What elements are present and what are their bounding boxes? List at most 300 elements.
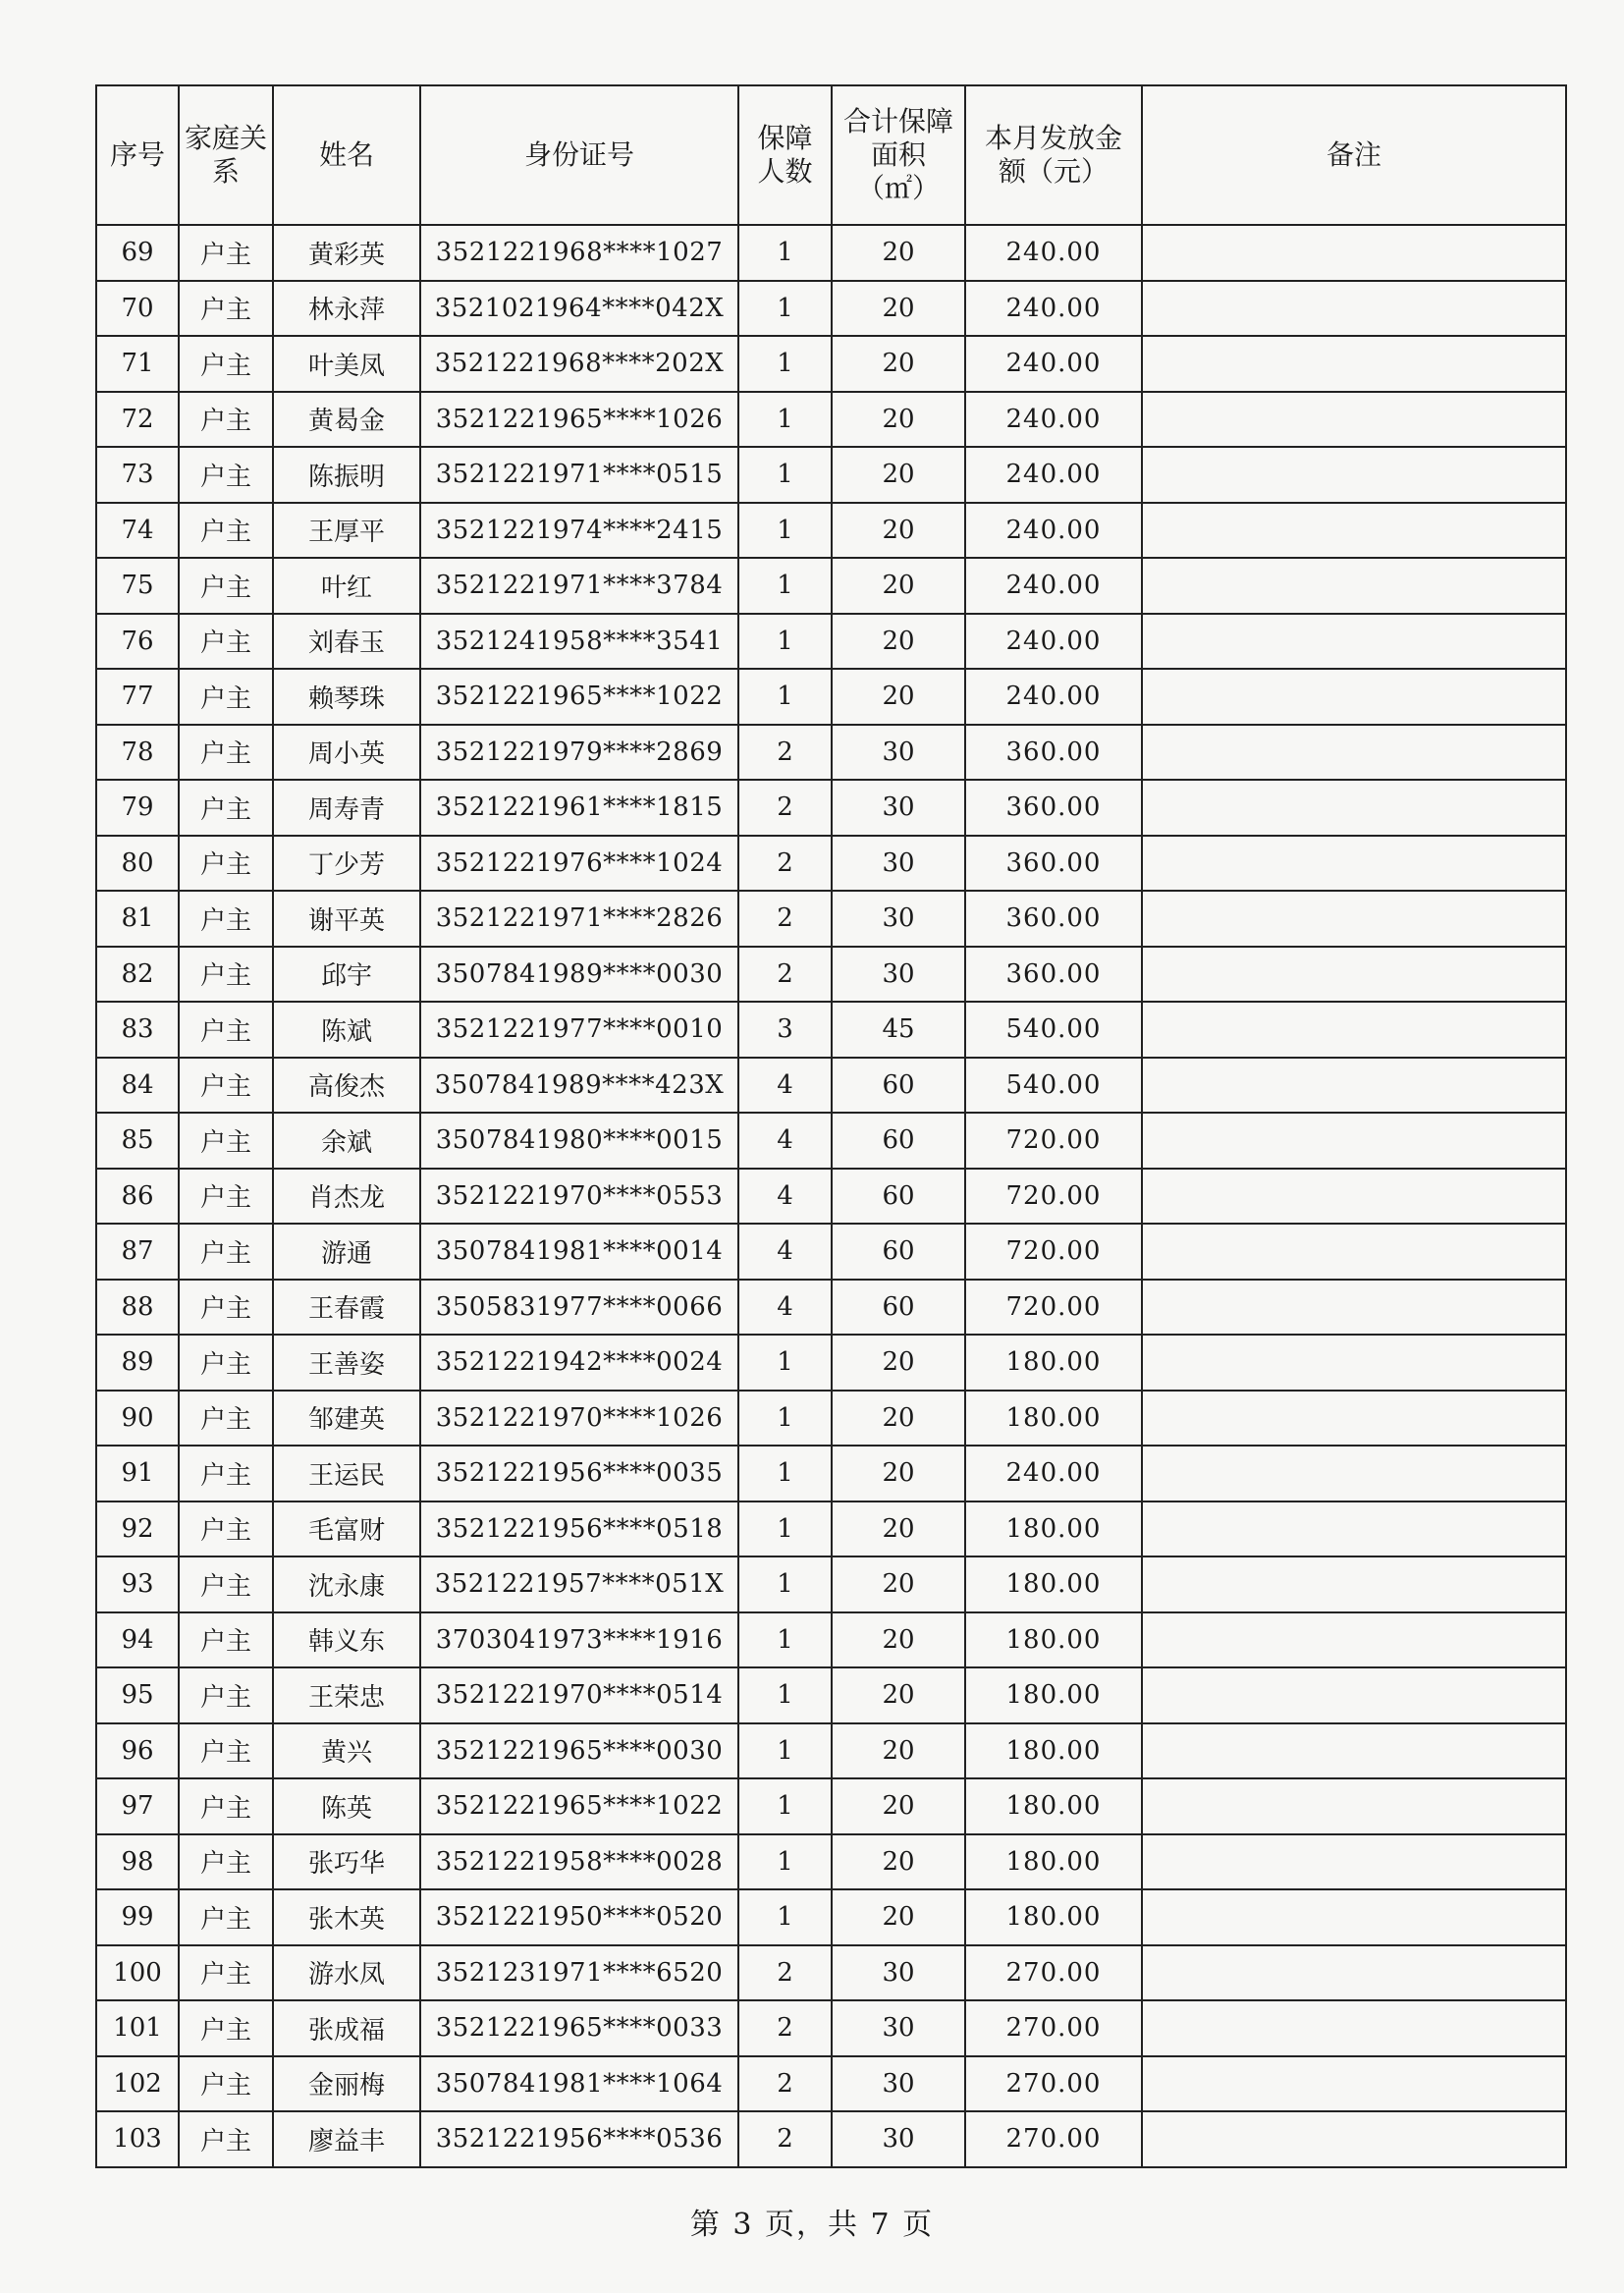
cell-amount: 720.00: [965, 1113, 1142, 1169]
cell-name: 金丽梅: [273, 2056, 420, 2112]
cell-index: 84: [96, 1058, 179, 1114]
cell-area: 45: [832, 1002, 965, 1058]
cell-id-number: 3507841989****423X: [420, 1058, 738, 1114]
cell-remarks: [1142, 780, 1566, 836]
cell-id-number: 3521221965****0033: [420, 2000, 738, 2056]
cell-area: 60: [832, 1280, 965, 1336]
table-row: [96, 558, 1566, 614]
cell-remarks: [1142, 1224, 1566, 1280]
cell-relation: 户主: [179, 392, 273, 448]
cell-id-number: 3521221958****0028: [420, 1834, 738, 1890]
table-row: [96, 392, 1566, 448]
cell-amount: 270.00: [965, 2000, 1142, 2056]
cell-remarks: [1142, 891, 1566, 947]
cell-relation: 户主: [179, 2111, 273, 2167]
cell-household-size: 4: [738, 1113, 832, 1169]
cell-id-number: 3521221956****0035: [420, 1446, 738, 1501]
cell-name: 黄兴: [273, 1723, 420, 1779]
cell-household-size: 1: [738, 669, 832, 725]
cell-area: 20: [832, 503, 965, 559]
cell-area: 20: [832, 1889, 965, 1945]
cell-id-number: 3521221965****1022: [420, 1778, 738, 1834]
cell-area: 30: [832, 891, 965, 947]
table-row: [96, 1391, 1566, 1447]
cell-household-size: 1: [738, 503, 832, 559]
cell-name: 王善姿: [273, 1335, 420, 1391]
cell-id-number: 3521221974****2415: [420, 503, 738, 559]
cell-area: 60: [832, 1224, 965, 1280]
cell-id-number: 3521221971****2826: [420, 891, 738, 947]
cell-amount: 720.00: [965, 1224, 1142, 1280]
cell-id-number: 3521221977****0010: [420, 1002, 738, 1058]
table-row: [96, 1058, 1566, 1114]
cell-relation: 户主: [179, 614, 273, 670]
cell-relation: 户主: [179, 1945, 273, 2001]
cell-name: 陈斌: [273, 1002, 420, 1058]
cell-area: 20: [832, 1391, 965, 1447]
cell-relation: 户主: [179, 1778, 273, 1834]
cell-name: 黄曷金: [273, 392, 420, 448]
cell-remarks: [1142, 1391, 1566, 1447]
cell-household-size: 4: [738, 1280, 832, 1336]
cell-relation: 户主: [179, 1113, 273, 1169]
cell-name: 王荣忠: [273, 1667, 420, 1723]
cell-name: 刘春玉: [273, 614, 420, 670]
cell-area: 20: [832, 392, 965, 448]
subsidy-roster-table: [95, 84, 1567, 2168]
cell-index: 71: [96, 336, 179, 392]
cell-index: 95: [96, 1667, 179, 1723]
cell-amount: 360.00: [965, 947, 1142, 1003]
table-row: [96, 836, 1566, 892]
cell-name: 张巧华: [273, 1834, 420, 1890]
cell-relation: 户主: [179, 1446, 273, 1501]
cell-relation: 户主: [179, 2056, 273, 2112]
header-amount: 本月发放金 额（元）: [965, 85, 1142, 225]
cell-index: 82: [96, 947, 179, 1003]
cell-name: 韩义东: [273, 1612, 420, 1668]
cell-area: 20: [832, 1834, 965, 1890]
cell-relation: 户主: [179, 1169, 273, 1225]
cell-index: 91: [96, 1446, 179, 1501]
cell-remarks: [1142, 1501, 1566, 1557]
cell-household-size: 2: [738, 891, 832, 947]
table-row: [96, 1335, 1566, 1391]
table-row: [96, 1113, 1566, 1169]
cell-remarks: [1142, 1612, 1566, 1668]
cell-household-size: 2: [738, 780, 832, 836]
cell-amount: 180.00: [965, 1667, 1142, 1723]
cell-household-size: 1: [738, 281, 832, 337]
cell-relation: 户主: [179, 1834, 273, 1890]
cell-name: 林永萍: [273, 281, 420, 337]
cell-amount: 240.00: [965, 336, 1142, 392]
header-name: 姓名: [273, 85, 420, 225]
cell-name: 王运民: [273, 1446, 420, 1501]
cell-area: 20: [832, 1612, 965, 1668]
cell-area: 20: [832, 558, 965, 614]
cell-relation: 户主: [179, 836, 273, 892]
cell-amount: 240.00: [965, 447, 1142, 503]
header-index: 序号: [96, 85, 179, 225]
cell-area: 20: [832, 1556, 965, 1612]
cell-id-number: 3521221968****1027: [420, 225, 738, 281]
cell-remarks: [1142, 392, 1566, 448]
cell-relation: 户主: [179, 1391, 273, 1447]
cell-index: 102: [96, 2056, 179, 2112]
cell-area: 20: [832, 447, 965, 503]
cell-remarks: [1142, 947, 1566, 1003]
table-row: [96, 336, 1566, 392]
cell-household-size: 1: [738, 392, 832, 448]
cell-index: 89: [96, 1335, 179, 1391]
cell-remarks: [1142, 1778, 1566, 1834]
cell-name: 黄彩英: [273, 225, 420, 281]
cell-name: 高俊杰: [273, 1058, 420, 1114]
cell-index: 100: [96, 1945, 179, 2001]
cell-remarks: [1142, 1723, 1566, 1779]
cell-index: 88: [96, 1280, 179, 1336]
cell-household-size: 1: [738, 558, 832, 614]
table-row: [96, 947, 1566, 1003]
cell-amount: 240.00: [965, 1446, 1142, 1501]
cell-household-size: 1: [738, 614, 832, 670]
table-row: [96, 2056, 1566, 2112]
cell-remarks: [1142, 1002, 1566, 1058]
cell-household-size: 1: [738, 1556, 832, 1612]
cell-name: 周寿青: [273, 780, 420, 836]
cell-household-size: 1: [738, 1834, 832, 1890]
cell-area: 30: [832, 2000, 965, 2056]
cell-remarks: [1142, 669, 1566, 725]
cell-remarks: [1142, 1280, 1566, 1336]
cell-id-number: 3521021964****042X: [420, 281, 738, 337]
cell-relation: 户主: [179, 1002, 273, 1058]
cell-amount: 180.00: [965, 1834, 1142, 1890]
cell-household-size: 2: [738, 836, 832, 892]
table-row: [96, 447, 1566, 503]
cell-household-size: 2: [738, 2000, 832, 2056]
cell-relation: 户主: [179, 1556, 273, 1612]
cell-area: 30: [832, 2056, 965, 2112]
cell-household-size: 1: [738, 1667, 832, 1723]
cell-id-number: 3505831977****0066: [420, 1280, 738, 1336]
table-row: [96, 225, 1566, 281]
cell-index: 101: [96, 2000, 179, 2056]
cell-id-number: 3521231971****6520: [420, 1945, 738, 2001]
cell-amount: 180.00: [965, 1778, 1142, 1834]
cell-name: 沈永康: [273, 1556, 420, 1612]
cell-index: 72: [96, 392, 179, 448]
cell-remarks: [1142, 2056, 1566, 2112]
cell-name: 余斌: [273, 1113, 420, 1169]
table-body: [96, 225, 1566, 2167]
cell-name: 陈振明: [273, 447, 420, 503]
cell-id-number: 3521221961****1815: [420, 780, 738, 836]
cell-remarks: [1142, 503, 1566, 559]
cell-household-size: 3: [738, 1002, 832, 1058]
cell-household-size: 2: [738, 947, 832, 1003]
cell-area: 20: [832, 669, 965, 725]
cell-index: 99: [96, 1889, 179, 1945]
cell-amount: 240.00: [965, 614, 1142, 670]
cell-name: 张木英: [273, 1889, 420, 1945]
cell-id-number: 3521221971****0515: [420, 447, 738, 503]
cell-id-number: 3521221950****0520: [420, 1889, 738, 1945]
cell-index: 69: [96, 225, 179, 281]
cell-remarks: [1142, 1446, 1566, 1501]
cell-index: 75: [96, 558, 179, 614]
cell-index: 74: [96, 503, 179, 559]
cell-id-number: 3521221968****202X: [420, 336, 738, 392]
cell-name: 王厚平: [273, 503, 420, 559]
cell-amount: 360.00: [965, 836, 1142, 892]
cell-name: 叶红: [273, 558, 420, 614]
cell-name: 廖益丰: [273, 2111, 420, 2167]
cell-household-size: 1: [738, 1723, 832, 1779]
cell-relation: 户主: [179, 1501, 273, 1557]
cell-id-number: 3521221971****3784: [420, 558, 738, 614]
cell-household-size: 1: [738, 447, 832, 503]
cell-household-size: 2: [738, 2056, 832, 2112]
cell-remarks: [1142, 225, 1566, 281]
cell-household-size: 1: [738, 225, 832, 281]
table-row: [96, 503, 1566, 559]
cell-relation: 户主: [179, 1335, 273, 1391]
cell-relation: 户主: [179, 336, 273, 392]
cell-area: 20: [832, 281, 965, 337]
cell-area: 30: [832, 947, 965, 1003]
cell-name: 游通: [273, 1224, 420, 1280]
cell-area: 20: [832, 1723, 965, 1779]
cell-amount: 240.00: [965, 281, 1142, 337]
cell-id-number: 3521241958****3541: [420, 614, 738, 670]
cell-remarks: [1142, 2111, 1566, 2167]
cell-area: 20: [832, 336, 965, 392]
cell-name: 丁少芳: [273, 836, 420, 892]
cell-id-number: 3521221970****1026: [420, 1391, 738, 1447]
cell-amount: 180.00: [965, 1556, 1142, 1612]
cell-amount: 240.00: [965, 558, 1142, 614]
table-row: [96, 1612, 1566, 1668]
cell-index: 86: [96, 1169, 179, 1225]
cell-index: 85: [96, 1113, 179, 1169]
header-remarks: 备注: [1142, 85, 1566, 225]
cell-household-size: 4: [738, 1058, 832, 1114]
cell-name: 毛富财: [273, 1501, 420, 1557]
table-row: [96, 669, 1566, 725]
cell-id-number: 3521221942****0024: [420, 1335, 738, 1391]
table-header-row: [96, 85, 1566, 225]
cell-index: 83: [96, 1002, 179, 1058]
cell-household-size: 2: [738, 2111, 832, 2167]
cell-name: 邱宇: [273, 947, 420, 1003]
cell-remarks: [1142, 1667, 1566, 1723]
cell-amount: 240.00: [965, 669, 1142, 725]
cell-relation: 户主: [179, 2000, 273, 2056]
cell-amount: 180.00: [965, 1612, 1142, 1668]
cell-amount: 360.00: [965, 725, 1142, 781]
cell-index: 73: [96, 447, 179, 503]
table-row: [96, 891, 1566, 947]
cell-area: 20: [832, 1501, 965, 1557]
cell-household-size: 1: [738, 1889, 832, 1945]
cell-name: 王春霞: [273, 1280, 420, 1336]
cell-remarks: [1142, 1335, 1566, 1391]
cell-amount: 240.00: [965, 503, 1142, 559]
table-row: [96, 614, 1566, 670]
cell-area: 20: [832, 1335, 965, 1391]
cell-amount: 270.00: [965, 1945, 1142, 2001]
cell-id-number: 3521221965****1026: [420, 392, 738, 448]
cell-amount: 240.00: [965, 225, 1142, 281]
cell-id-number: 3521221957****051X: [420, 1556, 738, 1612]
cell-name: 谢平英: [273, 891, 420, 947]
cell-remarks: [1142, 614, 1566, 670]
cell-area: 30: [832, 1945, 965, 2001]
cell-id-number: 3521221970****0514: [420, 1667, 738, 1723]
cell-remarks: [1142, 1834, 1566, 1890]
cell-relation: 户主: [179, 503, 273, 559]
cell-household-size: 1: [738, 1612, 832, 1668]
cell-id-number: 3521221956****0536: [420, 2111, 738, 2167]
cell-area: 30: [832, 780, 965, 836]
cell-id-number: 3521221965****1022: [420, 669, 738, 725]
cell-area: 60: [832, 1169, 965, 1225]
cell-remarks: [1142, 1945, 1566, 2001]
cell-relation: 户主: [179, 669, 273, 725]
cell-remarks: [1142, 558, 1566, 614]
cell-index: 79: [96, 780, 179, 836]
table-row: [96, 2111, 1566, 2167]
cell-area: 20: [832, 225, 965, 281]
cell-id-number: 3521221976****1024: [420, 836, 738, 892]
cell-relation: 户主: [179, 558, 273, 614]
cell-relation: 户主: [179, 947, 273, 1003]
cell-household-size: 2: [738, 1945, 832, 2001]
cell-index: 78: [96, 725, 179, 781]
table-row: [96, 1556, 1566, 1612]
cell-household-size: 4: [738, 1224, 832, 1280]
cell-amount: 240.00: [965, 392, 1142, 448]
cell-relation: 户主: [179, 1224, 273, 1280]
cell-remarks: [1142, 281, 1566, 337]
cell-area: 30: [832, 725, 965, 781]
cell-household-size: 1: [738, 1335, 832, 1391]
table-row: [96, 2000, 1566, 2056]
cell-id-number: 3521221979****2869: [420, 725, 738, 781]
header-relation: 家庭关 系: [179, 85, 273, 225]
cell-remarks: [1142, 447, 1566, 503]
cell-remarks: [1142, 1556, 1566, 1612]
cell-amount: 360.00: [965, 780, 1142, 836]
cell-amount: 270.00: [965, 2111, 1142, 2167]
cell-relation: 户主: [179, 891, 273, 947]
cell-household-size: 1: [738, 1391, 832, 1447]
cell-id-number: 3507841981****0014: [420, 1224, 738, 1280]
cell-area: 20: [832, 1667, 965, 1723]
cell-name: 张成福: [273, 2000, 420, 2056]
cell-id-number: 3703041973****1916: [420, 1612, 738, 1668]
cell-area: 20: [832, 614, 965, 670]
table-row: [96, 1778, 1566, 1834]
header-id-number: 身份证号: [420, 85, 738, 225]
cell-relation: 户主: [179, 1667, 273, 1723]
cell-relation: 户主: [179, 1280, 273, 1336]
cell-index: 90: [96, 1391, 179, 1447]
cell-relation: 户主: [179, 281, 273, 337]
cell-index: 87: [96, 1224, 179, 1280]
cell-amount: 180.00: [965, 1501, 1142, 1557]
cell-index: 93: [96, 1556, 179, 1612]
cell-name: 邹建英: [273, 1391, 420, 1447]
table-row: [96, 1723, 1566, 1779]
cell-index: 77: [96, 669, 179, 725]
cell-index: 92: [96, 1501, 179, 1557]
cell-amount: 180.00: [965, 1335, 1142, 1391]
table-row: [96, 1945, 1566, 2001]
cell-id-number: 3507841980****0015: [420, 1113, 738, 1169]
cell-name: 陈英: [273, 1778, 420, 1834]
cell-amount: 540.00: [965, 1058, 1142, 1114]
table-row: [96, 780, 1566, 836]
cell-household-size: 1: [738, 336, 832, 392]
cell-remarks: [1142, 1058, 1566, 1114]
table-row: [96, 1834, 1566, 1890]
cell-relation: 户主: [179, 1612, 273, 1668]
header-household-size: 保障 人数: [738, 85, 832, 225]
page-number: 第 3 页，共 7 页: [689, 2208, 935, 2242]
cell-household-size: 2: [738, 725, 832, 781]
cell-index: 96: [96, 1723, 179, 1779]
cell-remarks: [1142, 336, 1566, 392]
cell-amount: 180.00: [965, 1723, 1142, 1779]
table-row: [96, 1667, 1566, 1723]
table-row: [96, 725, 1566, 781]
table-row: [96, 1224, 1566, 1280]
cell-amount: 720.00: [965, 1169, 1142, 1225]
cell-area: 20: [832, 1778, 965, 1834]
table-row: [96, 1280, 1566, 1336]
cell-remarks: [1142, 1113, 1566, 1169]
cell-name: 赖琴珠: [273, 669, 420, 725]
cell-name: 肖杰龙: [273, 1169, 420, 1225]
table-row: [96, 1169, 1566, 1225]
cell-area: 20: [832, 1446, 965, 1501]
cell-amount: 270.00: [965, 2056, 1142, 2112]
cell-remarks: [1142, 1169, 1566, 1225]
table-row: [96, 1446, 1566, 1501]
cell-index: 70: [96, 281, 179, 337]
cell-id-number: 3521221970****0553: [420, 1169, 738, 1225]
cell-index: 97: [96, 1778, 179, 1834]
cell-id-number: 3521221965****0030: [420, 1723, 738, 1779]
cell-index: 103: [96, 2111, 179, 2167]
cell-id-number: 3521221956****0518: [420, 1501, 738, 1557]
cell-amount: 360.00: [965, 891, 1142, 947]
cell-id-number: 3507841981****1064: [420, 2056, 738, 2112]
table-row: [96, 1501, 1566, 1557]
cell-relation: 户主: [179, 1058, 273, 1114]
table-row: [96, 281, 1566, 337]
cell-amount: 540.00: [965, 1002, 1142, 1058]
cell-remarks: [1142, 2000, 1566, 2056]
cell-id-number: 3507841989****0030: [420, 947, 738, 1003]
cell-index: 80: [96, 836, 179, 892]
cell-remarks: [1142, 725, 1566, 781]
cell-relation: 户主: [179, 780, 273, 836]
cell-index: 81: [96, 891, 179, 947]
